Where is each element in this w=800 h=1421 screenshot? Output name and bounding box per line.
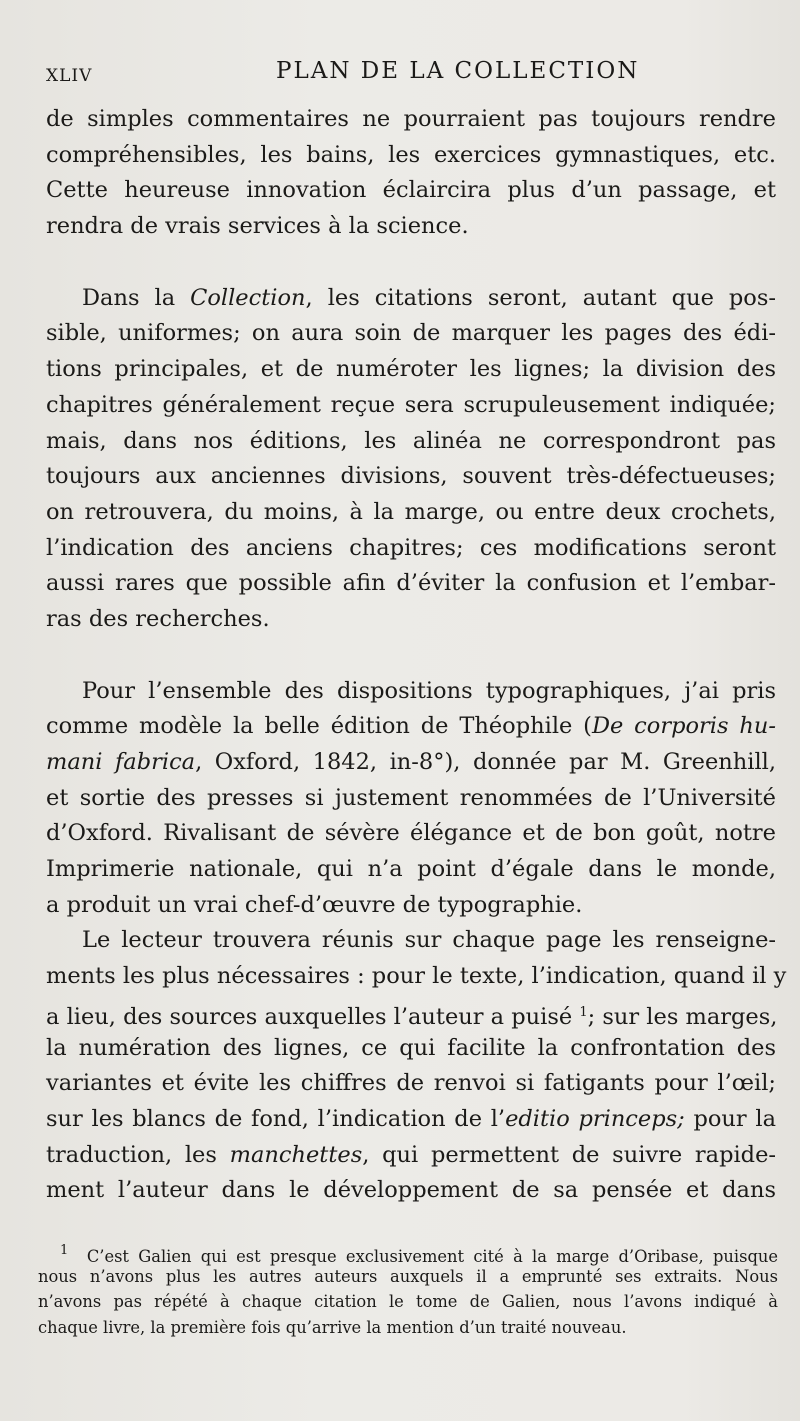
text-line: Dans la Collection, les citations seront, autant que pos- <box>82 284 777 311</box>
text-line: aussi rares que possible afin d’éviter la confusion et l’embar- <box>46 570 776 597</box>
italic-title: De corporis hu- <box>591 713 776 740</box>
text-line: sible, uniformes; on aura soin de marquer les pages des édi- <box>46 320 776 347</box>
footnote-line: nous n’avons plus les autres auteurs auxquels il a emprunté ses extraits. Nous <box>38 1266 778 1286</box>
text-line: Cette heureuse innovation éclaircira plus d’un passage, et <box>46 177 776 204</box>
text-line: a lieu, des sources auxquelles l’auteur a puisé $^1$; sur les marges, <box>46 1003 778 1030</box>
page-number: XLIV <box>46 66 93 86</box>
footnote-marker: 1 <box>60 1243 69 1258</box>
paragraph <box>46 102 776 245</box>
text-line: tions principales, et de numéroter les lignes; la division des <box>46 356 776 383</box>
text-line: mais, dans nos éditions, les alinéa ne correspondront pas <box>46 427 776 454</box>
paragraph <box>46 281 776 638</box>
text-line: Pour l’ensemble des dispositions typographiques, j’ai pris <box>82 677 776 704</box>
text-line: la numération des lignes, ce qui facilite la confrontation des <box>46 1034 776 1061</box>
italic-term: Collection <box>190 284 306 311</box>
text-line: rendra de vrais services à la science. <box>46 213 469 240</box>
text-line: Le lecteur trouvera réunis sur chaque page les renseigne- <box>82 927 776 954</box>
text-line: a produit un vrai chef-d’œuvre de typographie. <box>46 891 583 918</box>
text-line: d’Oxford. Rivalisant de sévère élégance et de bon goût, notre <box>46 820 776 847</box>
footnote-line: $^1$ C’est Galien qui est presque exclusivement cité à la marge d’Oribase, puisque <box>60 1243 778 1266</box>
running-title: PLAN DE LA COLLECTION <box>276 58 640 84</box>
paragraph <box>46 674 776 924</box>
paragraph-spacer <box>46 245 776 281</box>
text-line: Imprimerie nationale, qui n’a point d’égale dans le monde, <box>46 856 776 883</box>
text-line: comme modèle la belle édition de Théophile (De corporis hu- <box>46 713 776 740</box>
text-line: on retrouvera, du moins, à la marge, ou entre deux crochets, <box>46 498 776 525</box>
main-text <box>46 102 787 1209</box>
text-line: de simples commentaires ne pourraient pas toujours rendre <box>46 106 776 132</box>
footnote-reference[interactable]: 1 <box>579 1004 588 1020</box>
text-line: ras des recherches. <box>46 605 270 632</box>
footnote-block <box>38 1238 778 1340</box>
italic-term: editio princeps; <box>505 1105 685 1132</box>
text-line: toujours aux anciennes divisions, souvent très-défectueuses; <box>46 463 776 490</box>
italic-term: manchettes <box>229 1141 363 1168</box>
text-line: mani fabrica, Oxford, 1842, in-8°), donnée par M. Greenhill, <box>46 749 776 775</box>
text-line: ments les plus nécessaires : pour le texte, l’indication, quand il y <box>46 963 787 990</box>
text-line: chapitres généralement reçue sera scrupuleusement indiquée; <box>46 391 776 418</box>
footnote-line: chaque livre, la première fois qu’arrive la mention d’un traité nouveau. <box>38 1317 627 1337</box>
paragraph-spacer <box>46 638 776 674</box>
text-line: sur les blancs de fond, l’indication de l’editio princeps; pour la <box>46 1105 776 1132</box>
text-line: variantes et évite les chiffres de renvoi si fatigants pour l’œil; <box>46 1070 776 1097</box>
text-line: ment l’auteur dans le développement de sa pensée et dans <box>46 1177 776 1204</box>
text-line: compréhensibles, les bains, les exercices gymnastiques, etc. <box>46 141 776 168</box>
italic-title: mani fabrica <box>46 749 196 775</box>
text-line: l’indication des anciens chapitres; ces modifications seront <box>46 534 776 561</box>
footnote-line: n’avons pas répété à chaque citation le tome de Galien, nous l’avons indiqué à <box>38 1292 778 1311</box>
text-line: traduction, les manchettes, qui permettent de suivre rapide- <box>46 1141 776 1168</box>
page-header <box>46 58 760 92</box>
text-line: et sortie des presses si justement renommées de l’Université <box>46 784 776 811</box>
paragraph <box>46 923 787 1209</box>
